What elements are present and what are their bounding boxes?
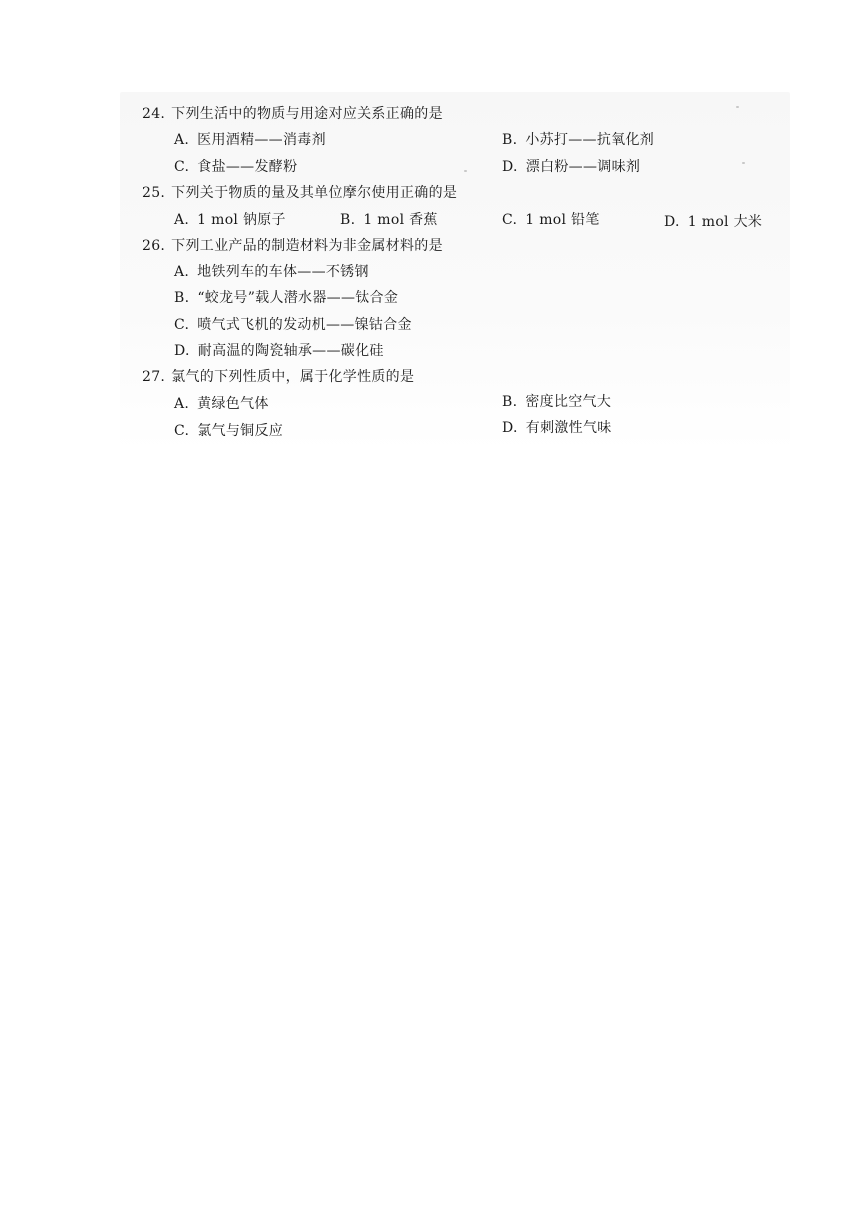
question-stem: 下列关于物质的量及其单位摩尔使用正确的是 bbox=[171, 185, 458, 201]
option-text: 医用酒精——消毒剂 bbox=[197, 132, 326, 148]
option-letter: A. bbox=[174, 396, 190, 412]
option-text: 黄绿色气体 bbox=[197, 396, 269, 412]
question-27-option-d[interactable] bbox=[502, 418, 612, 438]
question-stem: 下列生活中的物质与用途对应关系正确的是 bbox=[171, 106, 443, 122]
option-letter: D. bbox=[664, 214, 680, 230]
question-24-option-d[interactable] bbox=[502, 157, 640, 177]
scan-speck bbox=[464, 170, 467, 172]
option-letter: C. bbox=[174, 423, 190, 439]
option-text: 耐高温的陶瓷轴承——碳化硅 bbox=[197, 343, 384, 359]
option-letter: D. bbox=[502, 420, 518, 436]
question-number: 26. bbox=[142, 238, 166, 254]
question-stem: 氯气的下列性质中，属于化学性质的是 bbox=[171, 369, 415, 385]
option-text: 1 mol 大米 bbox=[687, 214, 763, 230]
scan-speck bbox=[736, 106, 739, 108]
option-letter: A. bbox=[174, 264, 190, 280]
option-text: 1 mol 铅笔 bbox=[525, 212, 600, 228]
question-number: 27. bbox=[142, 369, 166, 385]
question-25-stem-line bbox=[142, 183, 457, 203]
question-27-option-a[interactable] bbox=[174, 394, 269, 414]
question-number: 24. bbox=[142, 106, 166, 122]
question-24-option-a[interactable] bbox=[174, 130, 326, 150]
question-stem: 下列工业产品的制造材料为非金属材料的是 bbox=[171, 238, 443, 254]
option-text: 密度比空气大 bbox=[525, 394, 612, 410]
question-24-option-c[interactable] bbox=[174, 157, 297, 177]
question-26-option-a[interactable] bbox=[174, 262, 369, 282]
question-26-option-b[interactable] bbox=[174, 288, 398, 308]
question-25-option-b[interactable] bbox=[340, 210, 438, 230]
option-letter: B. bbox=[174, 290, 190, 306]
question-26-stem-line bbox=[142, 236, 443, 256]
question-27-option-b[interactable] bbox=[502, 392, 611, 412]
option-letter: A. bbox=[174, 132, 190, 148]
question-27-option-c[interactable] bbox=[174, 421, 283, 441]
question-26-option-c[interactable] bbox=[174, 315, 412, 335]
option-text: 氯气与铜反应 bbox=[197, 423, 284, 439]
scan-speck bbox=[742, 162, 745, 164]
question-25-option-a[interactable] bbox=[174, 210, 286, 230]
option-text: 地铁列车的车体——不锈钢 bbox=[197, 264, 369, 280]
option-text: 食盐——发酵粉 bbox=[197, 159, 298, 175]
question-26-option-d[interactable] bbox=[174, 341, 384, 361]
option-letter: B. bbox=[502, 394, 518, 410]
option-letter: A. bbox=[174, 212, 190, 228]
option-text: “蛟龙号”载人潜水器——钛合金 bbox=[197, 290, 399, 306]
option-text: 小苏打——抗氧化剂 bbox=[525, 132, 655, 148]
option-text: 漂白粉——调味剂 bbox=[525, 159, 641, 175]
question-25-option-c[interactable] bbox=[502, 210, 600, 230]
question-27-stem-line bbox=[142, 367, 414, 387]
question-number: 25. bbox=[142, 185, 166, 201]
option-text: 喷气式飞机的发动机——镍钴合金 bbox=[197, 317, 412, 333]
option-letter: C. bbox=[502, 212, 518, 228]
question-24-option-b[interactable] bbox=[502, 130, 654, 150]
option-letter: B. bbox=[340, 212, 356, 228]
option-letter: C. bbox=[174, 317, 190, 333]
option-letter: D. bbox=[502, 159, 518, 175]
option-letter: D. bbox=[174, 343, 190, 359]
option-letter: B. bbox=[502, 132, 518, 148]
option-text: 1 mol 钠原子 bbox=[197, 212, 286, 228]
option-text: 1 mol 香蕉 bbox=[363, 212, 438, 228]
option-letter: C. bbox=[174, 159, 190, 175]
question-25-option-d[interactable] bbox=[664, 212, 762, 232]
question-24-stem-line bbox=[142, 104, 443, 124]
option-text: 有刺激性气味 bbox=[525, 420, 612, 436]
